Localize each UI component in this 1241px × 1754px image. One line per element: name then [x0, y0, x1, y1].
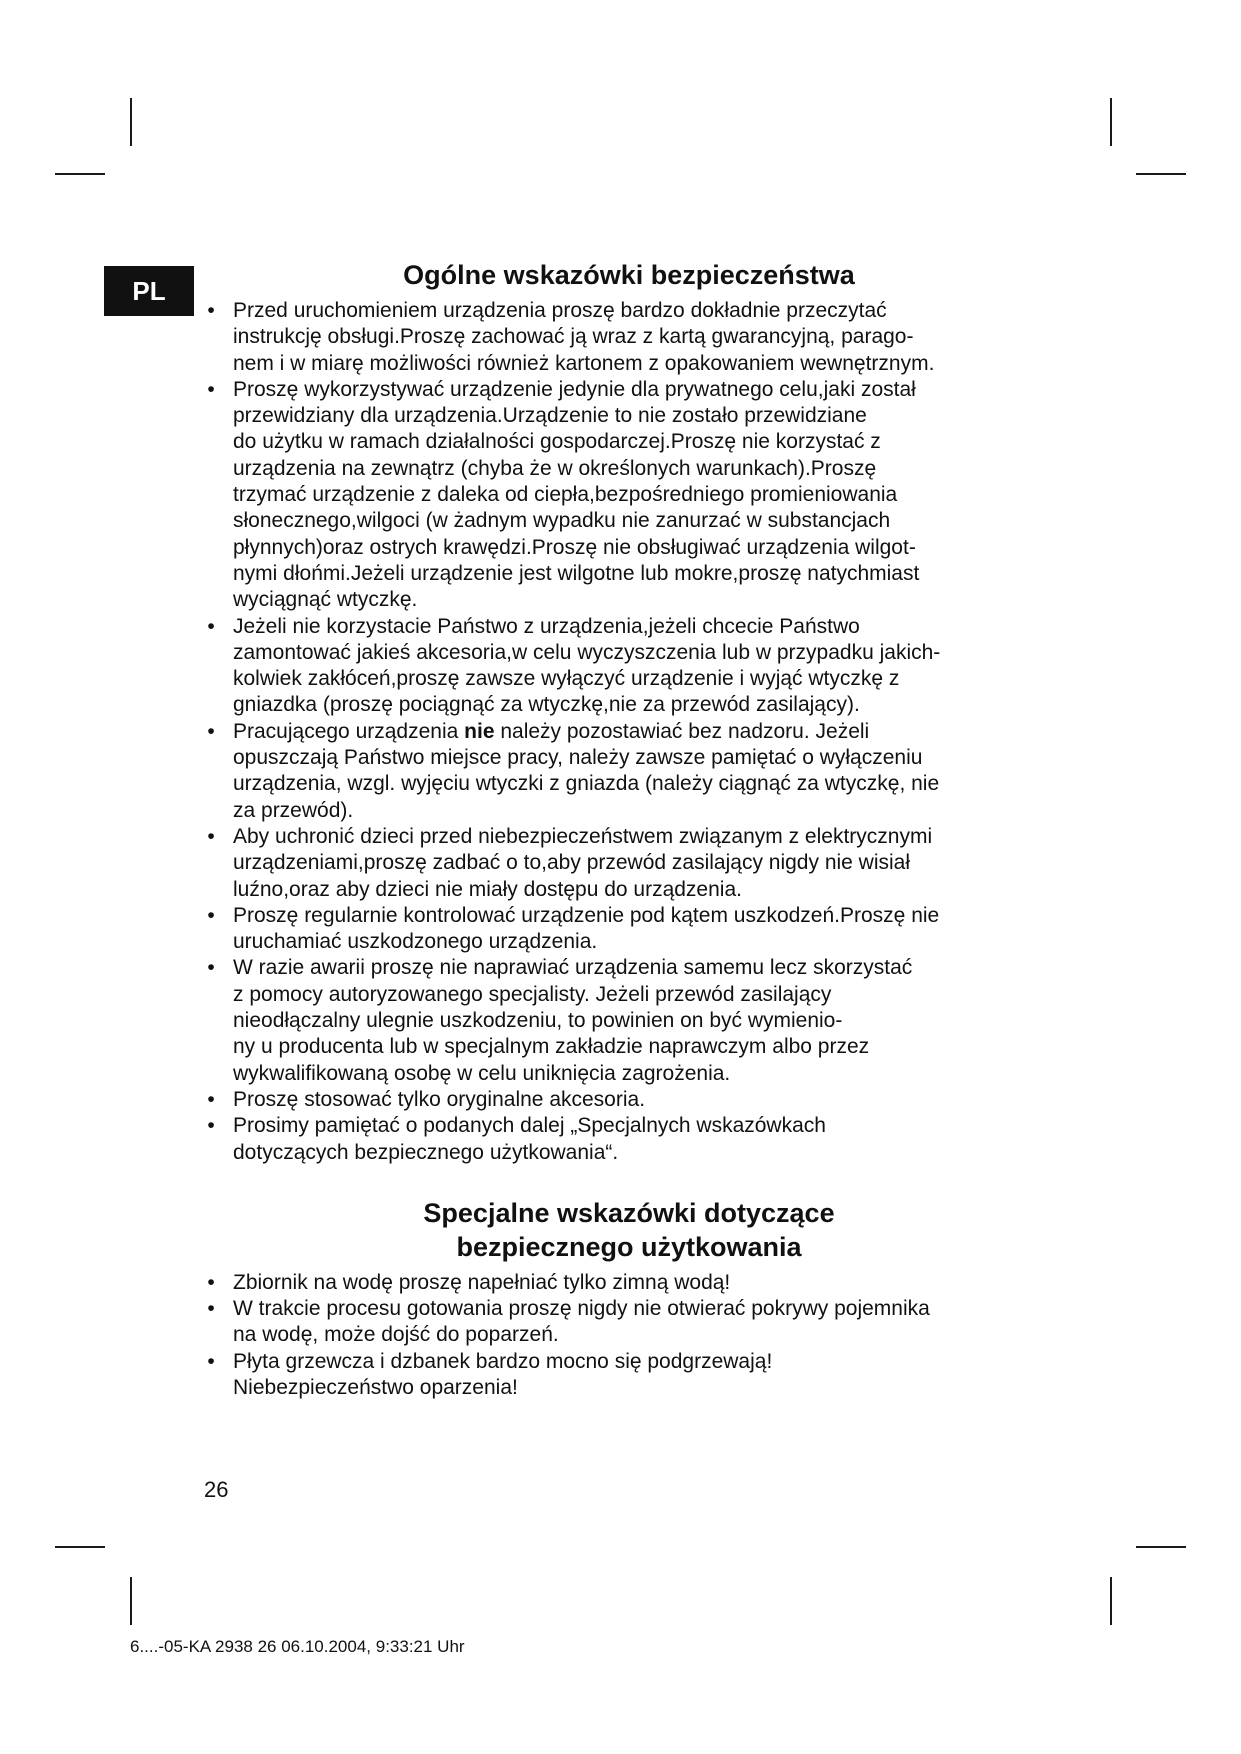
text-line: kolwiek zakłóceń,proszę zawsze wyłączyć urządzenie i wyjąć wtyczkę z — [233, 667, 900, 691]
text-line: Proszę wykorzystywać urządzenie jedynie dla prywatnego celu,jaki został — [233, 377, 916, 401]
list-item-text — [233, 719, 1054, 824]
general-safety-list — [204, 298, 1054, 1166]
text-line: Aby uchronić dzieci przed niebezpieczeństwem związanym z elektrycznymi — [233, 824, 933, 848]
list-item — [204, 1349, 1054, 1402]
list-item — [204, 1270, 1054, 1296]
list-item-text — [233, 614, 1054, 719]
bullet-icon: • — [207, 719, 215, 743]
list-item-text — [233, 1270, 1054, 1296]
emphasis-text: nie — [464, 719, 495, 743]
list-item-text — [233, 903, 1054, 956]
text-line: wykwalifikowaną osobę w celu uniknięcia zagrożenia. — [233, 1061, 731, 1085]
list-item — [204, 1113, 1054, 1166]
text-line: urządzeniami,proszę zadbać o to,aby przewód zasilający nigdy nie wisiał — [233, 851, 911, 875]
document-body — [204, 258, 1054, 1401]
text-line-start: Pracującego urządzenia — [233, 719, 465, 743]
special-safety-list — [204, 1270, 1054, 1401]
list-item-text — [233, 377, 1054, 614]
text-line: płynnych)oraz ostrych krawędzi.Proszę nie obsługiwać urządzenia wilgot- — [233, 535, 916, 559]
bullet-icon: • — [207, 377, 215, 401]
bullet-icon: • — [207, 824, 215, 848]
list-item — [204, 1296, 1054, 1349]
list-item-text — [233, 1087, 1054, 1113]
text-line: przewidziany dla urządzenia.Urządzenie to nie zostało przewidziane — [233, 404, 867, 428]
text-line: W razie awarii proszę nie naprawiać urządzenia samemu lecz skorzystać — [233, 956, 913, 980]
section-heading-general-safety: Ogólne wskazówki bezpieczeństwa — [403, 260, 855, 290]
text-line: urządzenia na zewnątrz (chyba że w określonych warunkach).Proszę — [233, 456, 877, 480]
crop-mark-top-right-horizontal — [1136, 173, 1186, 175]
list-item-text — [233, 1296, 1054, 1349]
text-line: nieodłączalny ulegnie uszkodzeniu, to powinien on być wymienio- — [233, 1009, 843, 1033]
crop-mark-bottom-right-horizontal — [1136, 1546, 1186, 1548]
text-line: do użytku w ramach działalności gospodarczej.Proszę nie korzystać z — [233, 430, 881, 454]
list-item — [204, 298, 1054, 377]
text-line: zamontować jakieś akcesoria,w celu wyczyszczenia lub w przypadku jakich- — [233, 640, 941, 664]
list-item-text — [233, 298, 1054, 377]
bullet-icon: • — [207, 299, 215, 322]
text-line: Proszę regularnie kontrolować urządzenie pod kątem uszkodzeń.Proszę nie — [233, 903, 940, 927]
crop-mark-bottom-left-vertical — [130, 1577, 132, 1625]
text-line: ny u producenta lub w specjalnym zakładzie naprawczym albo przez — [233, 1035, 870, 1059]
section-heading-special-safety-line1: Specjalne wskazówki dotyczące — [423, 1197, 835, 1228]
text-line: na wodę, może dojść do poparzeń. — [233, 1323, 559, 1347]
bullet-icon: • — [207, 614, 215, 638]
text-line: luźno,oraz aby dzieci nie miały dostępu do urządzenia. — [233, 877, 742, 901]
text-line: z pomocy autoryzowanego specjalisty. Jeżeli przewód zasilający — [233, 982, 832, 1006]
text-line: instrukcję obsługi.Proszę zachować ją wraz z kartą gwarancyjną, parago- — [233, 325, 914, 349]
language-tab: PL — [104, 266, 194, 316]
list-item — [204, 719, 1054, 824]
text-line: urządzenia, wzgl. wyjęciu wtyczki z gniazda (należy ciągnąć za wtyczkę, nie — [233, 772, 940, 796]
text-line: za przewód). — [233, 798, 354, 822]
special-safety-section — [204, 1196, 1054, 1401]
text-line: uruchamiać uszkodzonego urządzenia. — [233, 930, 598, 954]
text-line-end: należy pozostawiać bez nadzoru. Jeżeli — [494, 719, 870, 743]
bullet-icon: • — [207, 1349, 215, 1373]
print-footer: 6....-05-KA 2938 26 06.10.2004, 9:33:21 Uhr — [130, 1637, 465, 1656]
text-line: opuszczają Państwo miejsce pracy, należy zawsze pamiętać o wyłączeniu — [233, 746, 923, 770]
text-line: wyciągnąć wtyczkę. — [233, 588, 418, 612]
list-item — [204, 377, 1054, 614]
page-number: 26 — [204, 1477, 229, 1502]
crop-mark-top-right-vertical — [1110, 98, 1112, 146]
list-item — [204, 903, 1054, 956]
crop-mark-top-left-vertical — [130, 98, 132, 146]
bullet-icon: • — [207, 1297, 215, 1321]
list-item — [204, 955, 1054, 1086]
crop-mark-bottom-left-horizontal — [55, 1546, 105, 1548]
bullet-icon: • — [207, 1087, 215, 1111]
text-line: nymi dłońmi.Jeżeli urządzenie jest wilgotne lub mokre,proszę natychmiast — [233, 561, 920, 585]
list-item — [204, 824, 1054, 903]
text-line: Jeżeli nie korzystacie Państwo z urządzenia,jeżeli chcecie Państwo — [233, 614, 860, 638]
section-heading-special-safety-line2: bezpiecznego użytkowania — [456, 1231, 802, 1262]
crop-mark-top-left-horizontal — [55, 173, 105, 175]
text-line: gniazdka (proszę pociągnąć za wtyczkę,nie za przewód zasilający). — [233, 693, 860, 717]
list-item-text — [233, 1349, 1054, 1402]
list-item — [204, 1087, 1054, 1113]
text-line: trzymać urządzenie z daleka od ciepła,bezpośredniego promieniowania — [233, 483, 898, 507]
text-line: Prosimy pamiętać o podanych dalej „Specjalnych wskazówkach — [233, 1114, 826, 1138]
text-line: Niebezpieczeństwo oparzenia! — [233, 1375, 518, 1399]
text-line: Płyta grzewcza i dzbanek bardzo mocno się podgrzewają! — [233, 1349, 773, 1373]
text-line: słonecznego,wilgoci (w żadnym wypadku nie zanurzać w substancjach — [233, 509, 891, 533]
text-line: Proszę stosować tylko oryginalne akcesoria. — [233, 1087, 646, 1111]
bullet-icon: • — [207, 1114, 215, 1138]
bullet-icon: • — [207, 956, 215, 980]
text-line: Przed uruchomieniem urządzenia proszę bardzo dokładnie przeczytać — [233, 299, 887, 322]
list-item-text — [233, 1113, 1054, 1166]
text-line: dotyczących bezpiecznego użytkowania“. — [233, 1140, 619, 1164]
bullet-icon: • — [207, 903, 215, 927]
list-item — [204, 614, 1054, 719]
text-line: nem i w miarę możliwości również kartonem z opakowaniem wewnętrznym. — [233, 351, 935, 375]
list-item-text — [233, 824, 1054, 903]
text-line: W trakcie procesu gotowania proszę nigdy nie otwierać pokrywy pojemnika — [233, 1297, 930, 1321]
bullet-icon: • — [207, 1270, 215, 1294]
text-line: Zbiornik na wodę proszę napełniać tylko zimną wodą! — [233, 1270, 731, 1294]
crop-mark-bottom-right-vertical — [1110, 1577, 1112, 1625]
list-item-text — [233, 955, 1054, 1086]
section-heading-special-safety — [204, 1196, 1054, 1264]
